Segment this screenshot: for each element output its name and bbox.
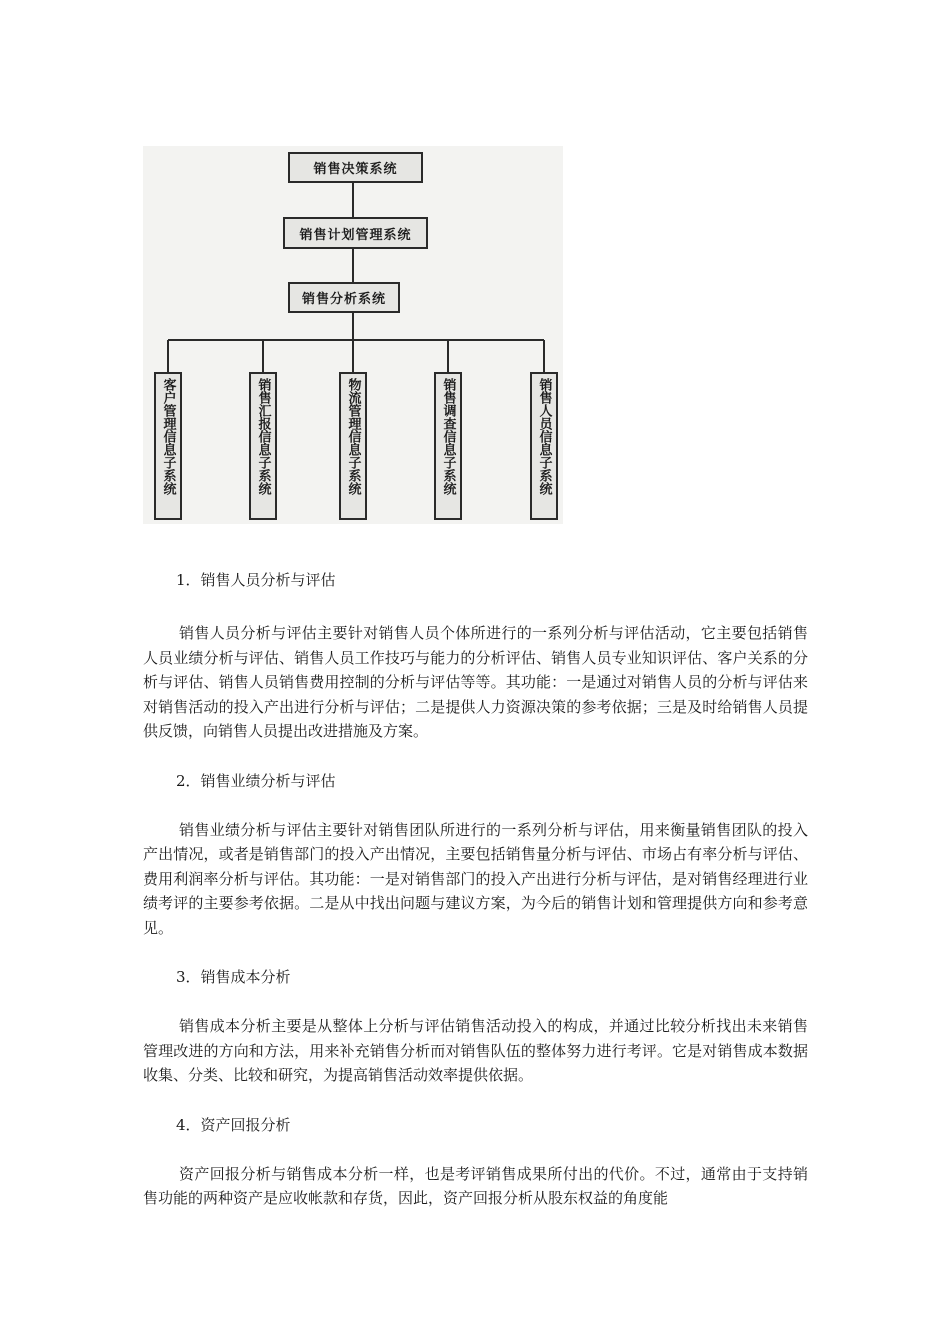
section-heading-4: 4．资产回报分析 xyxy=(176,1115,291,1134)
box-customer-management: 客户管理信息子系统 xyxy=(154,372,182,520)
org-chart xyxy=(143,146,563,524)
section-heading-2: 2．销售业绩分析与评估 xyxy=(176,771,336,790)
box-sales-plan-management: 销售计划管理系统 xyxy=(283,217,428,249)
box-logistics-management: 物流管理信息子系统 xyxy=(339,372,367,520)
section-heading-3: 3．销售成本分析 xyxy=(176,968,291,986)
section-body-2: 销售业绩分析与评估主要针对销售团队所进行的一系列分析与评估，用来衡量销售团队的投入产出情况，或者是销售部门的投入产出情况，主要包括销售量分析与评估、市场占有率分析与评估、费用利润率分析与评估。其功能：一是对销售部门的投入产出进行分析与评估，是对销售经理进行业绩考评的主要参考依据。二是从中找出问题与建议方案，为今后的销售计划和管理提供方向和参考意见。 xyxy=(143,820,808,937)
section-heading-1: 1．销售人员分析与评估 xyxy=(176,571,336,589)
box-sales-decision: 销售决策系统 xyxy=(288,152,423,183)
document-body xyxy=(143,568,808,1211)
box-sales-report: 销售汇报信息子系统 xyxy=(249,372,277,520)
box-sales-analysis: 销售分析系统 xyxy=(288,282,400,313)
box-sales-survey: 销售调查信息子系统 xyxy=(434,372,462,520)
box-sales-personnel: 销售人员信息子系统 xyxy=(530,372,558,520)
section-body-1: 销售人员分析与评估主要针对销售人员个体所进行的一系列分析与评估活动，它主要包括销售人员业绩分析与评估、销售人员工作技巧与能力的分析评估、销售人员专业知识评估、客户关系的分析与评估、销售人员销售费用控制的分析与评估等等。其功能：一是通过对销售人员的分析与评估来对销售活动的投入产出进行分析与评估；二是提供人力资源决策的参考依据；三是及时给销售人员提供反馈，向销售人员提出改进措施及方案。 xyxy=(143,624,808,740)
section-body-4: 资产回报分析与销售成本分析一样，也是考评销售成果所付出的代价。不过，通常由于支持销售功能的两种资产是应收帐款和存货，因此，资产回报分析从股东权益的角度能 xyxy=(143,1164,808,1207)
section-body-3: 销售成本分析主要是从整体上分析与评估销售活动投入的构成，并通过比较分析找出未来销售管理改进的方向和方法，用来补充销售分析而对销售队伍的整体努力进行考评。它是对销售成本数据收集、分类、比较和研究，为提高销售活动效率提供依据。 xyxy=(143,1017,808,1084)
